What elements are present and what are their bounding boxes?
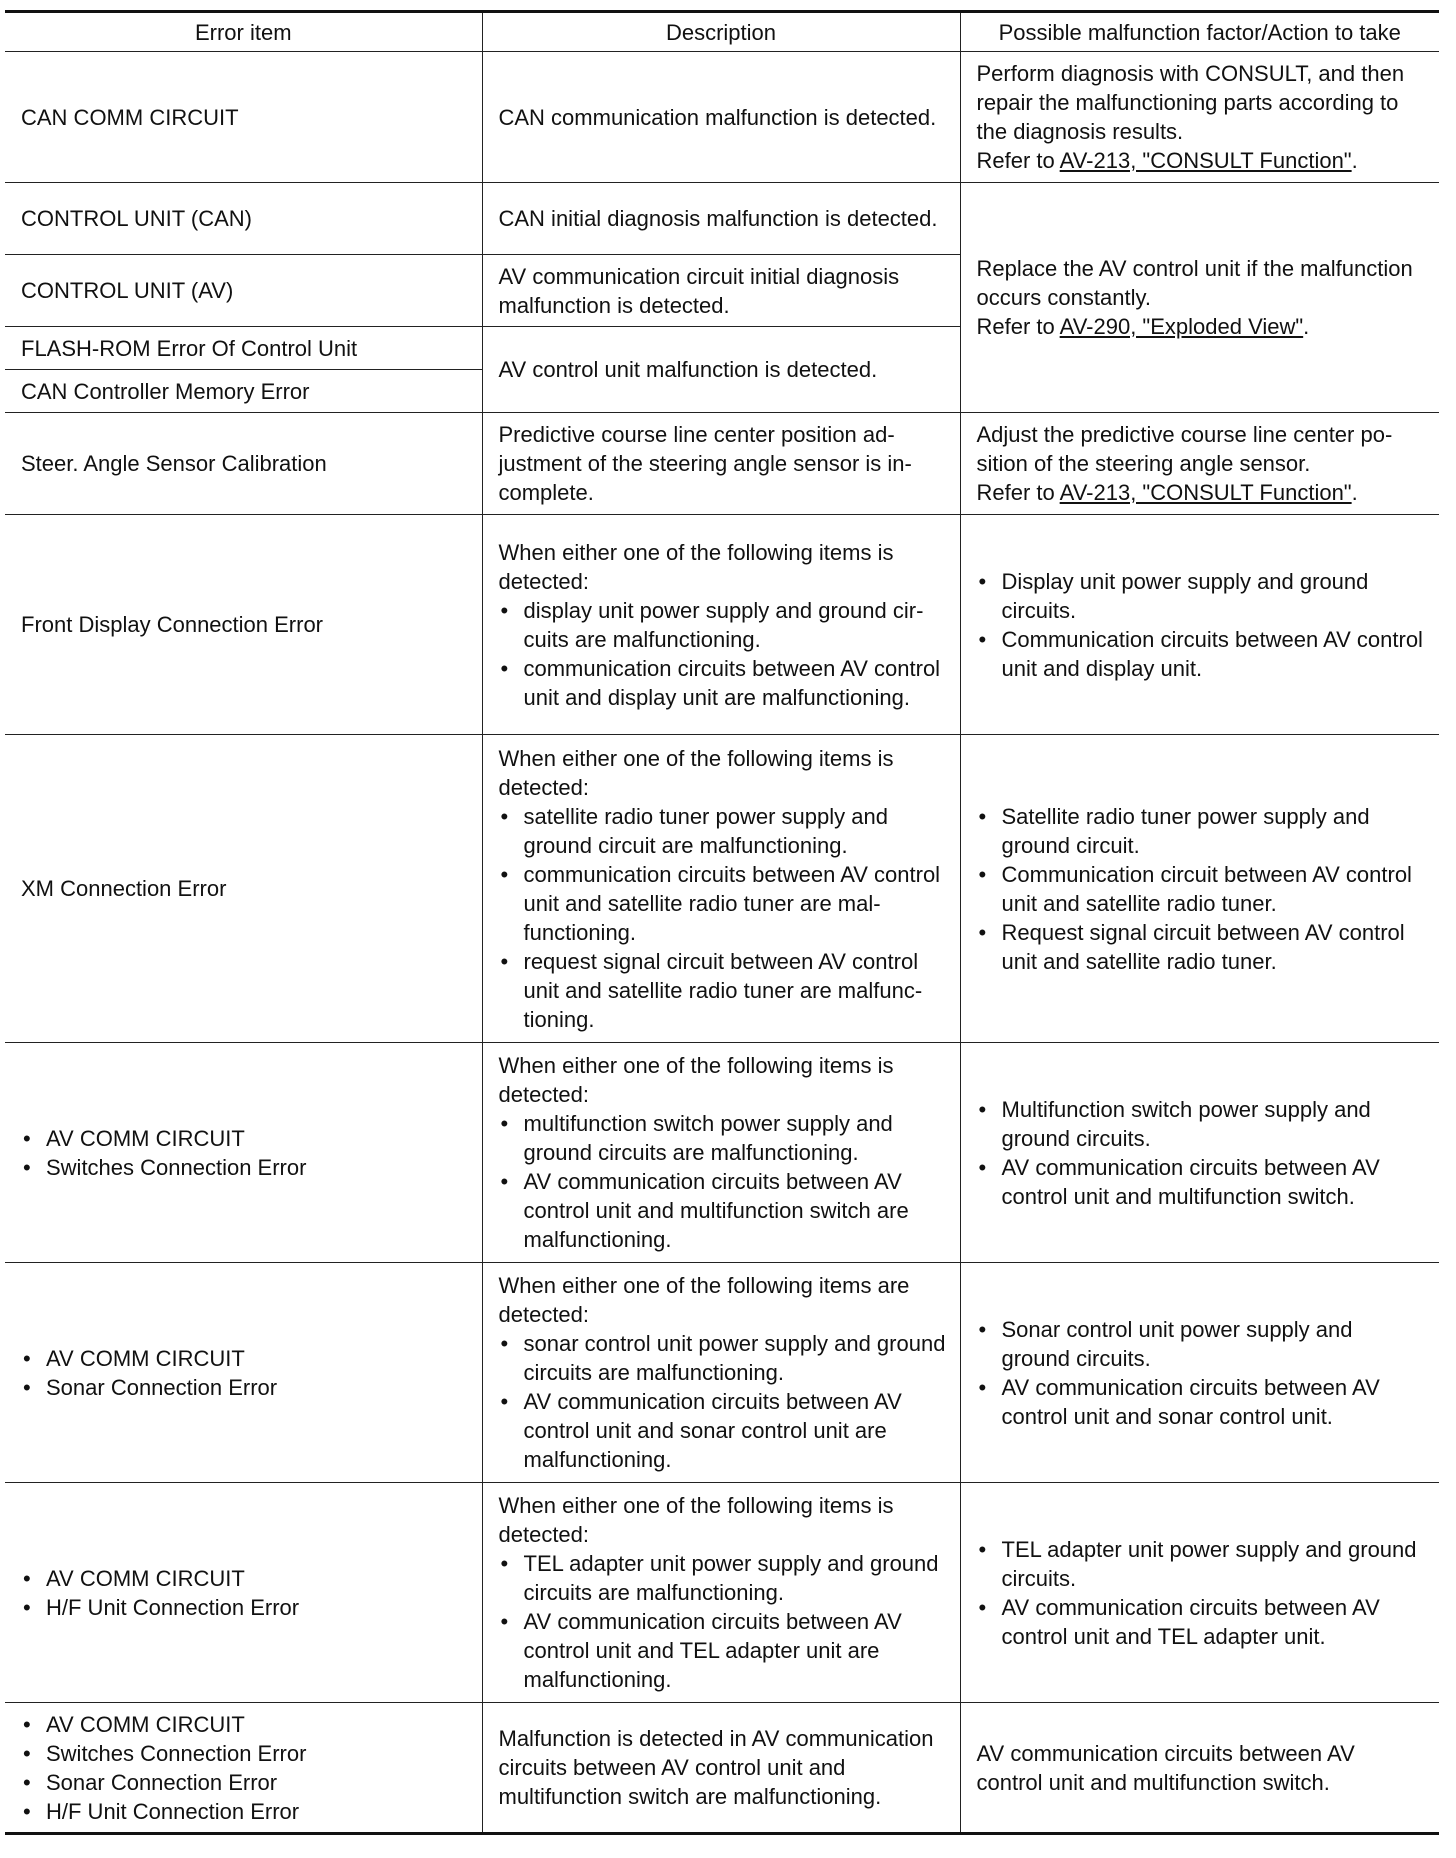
list-item: • satellite radio tuner power supply and ground circuit are malfunctioning. xyxy=(499,802,947,860)
error-item-cell xyxy=(5,1483,482,1703)
description-cell: Malfunction is detected in AV communication circuits between AV control unit and multifunction switch are malfunctioning. xyxy=(482,1703,960,1834)
error-item-cell: CAN Controller Memory Error xyxy=(5,370,482,413)
list-item: • Sonar control unit power supply and ground circuits. xyxy=(977,1315,1427,1373)
description-cell xyxy=(482,1263,960,1483)
refer-suffix: . xyxy=(1351,148,1358,173)
description-list xyxy=(499,802,947,1034)
list-item: • multifunction switch power supply and ground circuits are malfunctioning. xyxy=(499,1109,947,1167)
action-cell xyxy=(960,735,1439,1043)
description-cell: CAN initial diagnosis malfunction is detected. xyxy=(482,183,960,255)
description-cell xyxy=(482,735,960,1043)
action-cell xyxy=(960,1483,1439,1703)
action-list xyxy=(977,802,1427,976)
action-cell xyxy=(960,1043,1439,1263)
error-table xyxy=(5,10,1439,1835)
list-item: • Switches Connection Error xyxy=(21,1739,469,1768)
description-list xyxy=(499,1109,947,1254)
list-item: • AV communication circuits between AV control unit and TEL adapter unit are malfunctioning. xyxy=(499,1607,947,1694)
list-item: • Sonar Connection Error xyxy=(21,1768,469,1797)
table-row xyxy=(5,52,1439,183)
table-row xyxy=(5,1703,1439,1834)
list-item: • TEL adapter unit power supply and ground circuits. xyxy=(977,1535,1427,1593)
action-list xyxy=(977,1315,1427,1431)
action-text: Adjust the predictive course line center position of the steering angle sensor. xyxy=(976,422,1393,476)
error-item-cell xyxy=(5,1263,482,1483)
list-item: • AV communication circuits between AV control unit and multifunction switch are malfunctioning. xyxy=(499,1167,947,1254)
error-item-cell xyxy=(5,1703,482,1834)
list-item: • display unit power supply and ground circuits are malfunctioning. xyxy=(499,596,947,654)
list-item: • AV communication circuits between AV control unit and sonar control unit are malfunctioning. xyxy=(499,1387,947,1474)
list-item: • request signal circuit between AV control unit and satellite radio tuner are malfunctioning. xyxy=(499,947,947,1034)
error-item-list xyxy=(21,1344,469,1402)
table-row xyxy=(5,515,1439,735)
description-cell: AV control unit malfunction is detected. xyxy=(482,327,960,413)
action-cell xyxy=(960,1263,1439,1483)
list-item: • Multifunction switch power supply and ground circuits. xyxy=(977,1095,1427,1153)
error-item-cell: Steer. Angle Sensor Calibration xyxy=(5,413,482,515)
action-cell-shared xyxy=(960,183,1439,413)
action-cell xyxy=(960,52,1439,183)
action-cell: AV communication circuits between AV control unit and multifunction switch. xyxy=(960,1703,1439,1834)
list-item: • communication circuits between AV control unit and display unit are malfunctioning. xyxy=(499,654,947,712)
error-item-cell: FLASH-ROM Error Of Control Unit xyxy=(5,327,482,370)
refer-link[interactable]: AV-213, "CONSULT Function" xyxy=(1059,480,1352,505)
table-row xyxy=(5,413,1439,515)
refer-suffix: . xyxy=(1303,314,1310,339)
description-intro: When either one of the following items are detected: xyxy=(498,1273,910,1327)
error-item-cell: CONTROL UNIT (CAN) xyxy=(5,183,482,255)
list-item: • AV communication circuits between AV control unit and multifunction switch. xyxy=(977,1153,1427,1211)
error-item-list xyxy=(21,1564,469,1622)
error-table-page xyxy=(5,10,1439,1835)
table-row xyxy=(5,1043,1439,1263)
refer-prefix: Refer to xyxy=(976,480,1060,505)
list-item: • sonar control unit power supply and ground circuits are malfunctioning. xyxy=(499,1329,947,1387)
error-item-cell: Front Display Connection Error xyxy=(5,515,482,735)
header-action: Possible malfunction factor/Action to take xyxy=(960,12,1439,52)
action-list xyxy=(977,567,1427,683)
action-cell xyxy=(960,413,1439,515)
description-cell xyxy=(482,1483,960,1703)
list-item: • AV COMM CIRCUIT xyxy=(21,1564,469,1593)
list-item: • H/F Unit Connection Error xyxy=(21,1797,469,1826)
header-description: Description xyxy=(482,12,960,52)
list-item: • Communication circuits between AV control unit and display unit. xyxy=(977,625,1427,683)
error-item-cell: CAN COMM CIRCUIT xyxy=(5,52,482,183)
error-item-cell: CONTROL UNIT (AV) xyxy=(5,255,482,327)
list-item: • Switches Connection Error xyxy=(21,1153,469,1182)
list-item: • AV communication circuits between AV control unit and TEL adapter unit. xyxy=(977,1593,1427,1651)
table-row xyxy=(5,183,1439,255)
list-item: • communication circuits between AV control unit and satellite radio tuner are malfunctioning. xyxy=(499,860,947,947)
refer-link[interactable]: AV-213, "CONSULT Function" xyxy=(1059,148,1352,173)
action-list xyxy=(977,1095,1427,1211)
table-row xyxy=(5,735,1439,1043)
refer-line xyxy=(977,478,1427,507)
description-cell: AV communication circuit initial diagnosis malfunction is detected. xyxy=(482,255,960,327)
refer-prefix: Refer to xyxy=(976,314,1060,339)
list-item: • H/F Unit Connection Error xyxy=(21,1593,469,1622)
description-cell: CAN communication malfunction is detected. xyxy=(482,52,960,183)
action-list xyxy=(977,1535,1427,1651)
description-cell xyxy=(482,515,960,735)
list-item: • AV communication circuits between AV control unit and sonar control unit. xyxy=(977,1373,1427,1431)
list-item: • Satellite radio tuner power supply and ground circuit. xyxy=(977,802,1427,860)
description-intro: When either one of the following items is detected: xyxy=(498,745,894,800)
description-list xyxy=(499,596,947,712)
description-cell xyxy=(482,1043,960,1263)
refer-prefix: Refer to xyxy=(976,148,1060,173)
description-intro: When either one of the following items is detected: xyxy=(498,1493,894,1547)
error-item-list xyxy=(21,1124,469,1182)
list-item: • TEL adapter unit power supply and ground circuits are malfunctioning. xyxy=(499,1549,947,1607)
list-item: • Sonar Connection Error xyxy=(21,1373,469,1402)
description-intro: When either one of the following items is detected: xyxy=(498,539,894,594)
error-item-cell: XM Connection Error xyxy=(5,735,482,1043)
refer-line xyxy=(977,312,1427,341)
list-item: • Communication circuit between AV control unit and satellite radio tuner. xyxy=(977,860,1427,918)
error-item-cell xyxy=(5,1043,482,1263)
description-intro: When either one of the following items is detected: xyxy=(498,1053,894,1107)
list-item: • Request signal circuit between AV control unit and satellite radio tuner. xyxy=(977,918,1427,976)
action-text: Perform diagnosis with CONSULT, and then repair the malfunctioning parts according to the diagnosis results. xyxy=(976,61,1405,144)
list-item: • Display unit power supply and ground circuits. xyxy=(977,567,1427,625)
action-text: Replace the AV control unit if the malfunction occurs constantly. xyxy=(976,256,1413,310)
list-item: • AV COMM CIRCUIT xyxy=(21,1124,469,1153)
table-row xyxy=(5,1483,1439,1703)
description-cell: Predictive course line center position adjustment of the steering angle sensor is incomplete. xyxy=(482,413,960,515)
action-cell xyxy=(960,515,1439,735)
refer-suffix: . xyxy=(1351,480,1358,505)
table-header-row xyxy=(5,12,1439,52)
refer-link[interactable]: AV-290, "Exploded View" xyxy=(1059,314,1304,339)
table-row xyxy=(5,1263,1439,1483)
header-error-item: Error item xyxy=(5,12,482,52)
error-item-list xyxy=(21,1710,469,1826)
description-list xyxy=(499,1329,947,1474)
list-item: • AV COMM CIRCUIT xyxy=(21,1344,469,1373)
description-list xyxy=(499,1549,947,1694)
list-item: • AV COMM CIRCUIT xyxy=(21,1710,469,1739)
refer-line xyxy=(977,146,1427,175)
